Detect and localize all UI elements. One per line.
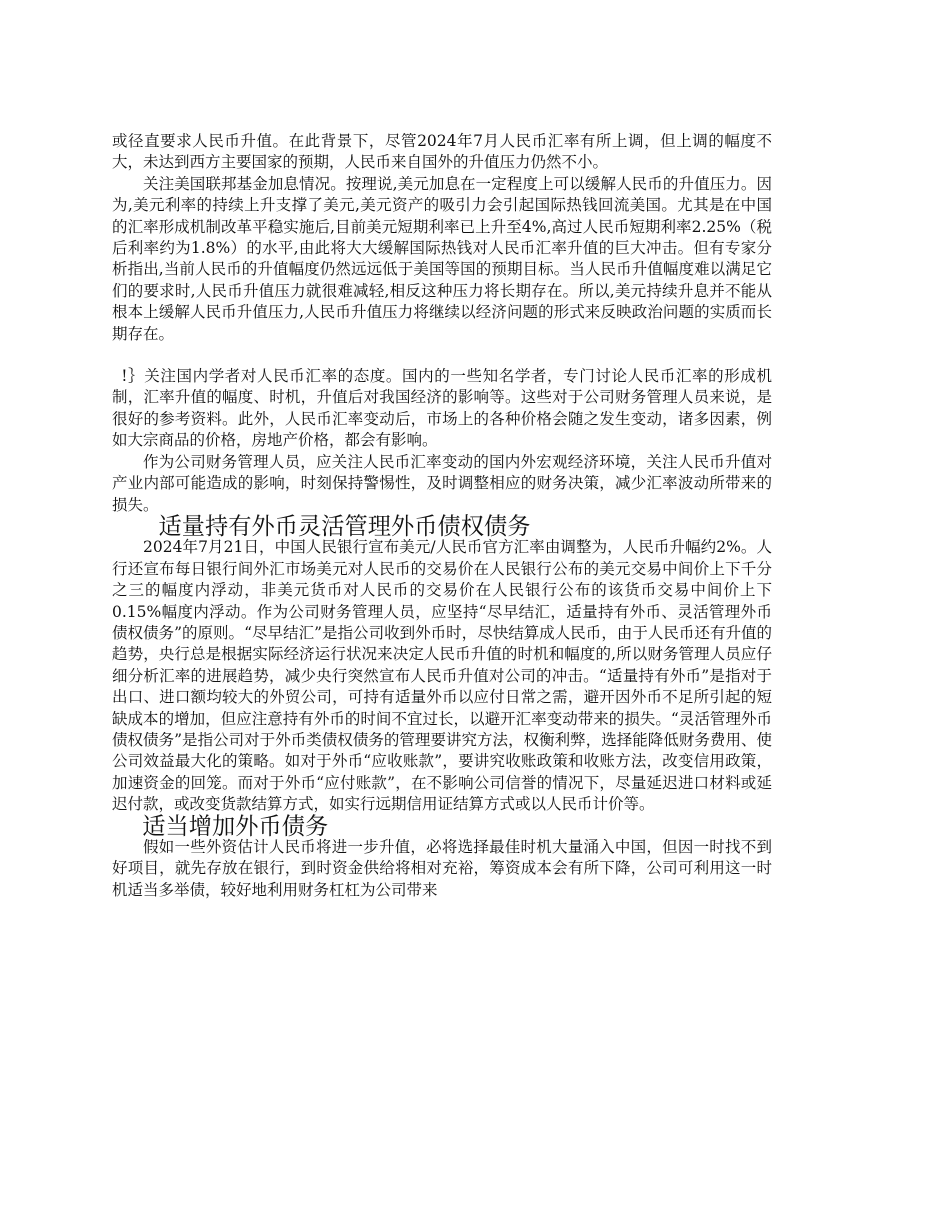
section-heading-increase-foreign-debt: 适当增加外币债务 [142,812,329,840]
paragraph-rmb-appreciation-pressure: 或径直要求人民币升值。在此背景下，尽管2024年7月人民币汇率有所上调，但上调的幅度不大，未达到西方主要国家的预期，人民币来自国外的升值压力仍然不小。 [112,132,772,172]
paragraph-domestic-scholars: !｝关注国内学者对人民币汇率的态度。国内的一些知名学者，专门讨论人民币汇率的形成机制，汇率升值的幅度、时机，升值后对我国经济的影响等。这些对于公司财务管理人员来说，是很好的参考资料。此外，人民币汇率变动后，市场上的各种价格会随之发生变动，诸多因素，例如大宗商品的价格，房地产价格，都会有影响。 [112,367,772,450]
paragraph-exchange-rate-adjustment: 2024年7月21日，中国人民银行宣布美元/人民币官方汇率由调整为，人民币升幅约2%。人行还宣布每日银行间外汇市场美元对人民币的交易价在人民银行公布的美元交易中间价上下千分之三的幅度内浮动，非美元货币对人民币的交易价在人民银行公布的该货币交易中间价上下0.15%幅度内浮动。作为公司财务管理人员，应坚持“尽早结汇，适量持有外币、灵活管理外币债权债务”的原则。“尽早结汇”是指公司收到外币时，尽快结算成人民币，由于人民币还有升值的趋势，央行总是根据实际经济运行状况来决定人民币升值的时机和幅度的,所以财务管理人员应仔细分析汇率的进展趋势，减少央行突然宣布人民币升值对公司的冲击。“适量持有外币”是指对于出口、进口额均较大的外贸公司，可持有适量外币以应付日常之需，避开因外币不足所引起的短缺成本的增加，但应注意持有外币的时间不宜过长，以避开汇率变动带来的损失。“灵活管理外币债权债务”是指公司对于外币类债权债务的管理要讲究方法，权衡利弊，选择能降低财务费用、使公司效益最大化的策略。如对于外币“应收账款”，要讲究收账政策和收账方法，改变信用政策，加速资金的回笼。而对于外币“应付账款”，在不影响公司信誉的情况下，尽量延迟进口材料或延迟付款，或改变货款结算方式，如实行远期信用证结算方式或以人民币计价等。 [112,538,772,814]
paragraph-financial-managers: 作为公司财务管理人员，应关注人民币汇率变动的国内外宏观经济环境，关注人民币升值对产业内部可能造成的影响，时刻保持警惕性，及时调整相应的财务决策，减少汇率波动所带来的损失。 [112,452,772,514]
document-page [112,131,772,901]
section-heading-foreign-currency-management: 适量持有外币灵活管理外币债权债务 [158,512,531,540]
paragraph-fed-rate-hike: 关注美国联邦基金加息情况。按理说,美元加息在一定程度上可以缓解人民币的升值压力。因为,美元利率的持续上升支撑了美元,美元资产的吸引力会引起国际热钱回流美国。尤其是在中国的汇率形成机制改革平稳实施后,目前美元短期利率已上升至4%,高过人民币短期利率2.25%（税后利率约为1.8%）的水平,由此将大大缓解国际热钱对人民币汇率升值的巨大冲击。但有专家分析指出,当前人民币的升值幅度仍然远远低于美国等国的预期目标。当人民币升值幅度难以满足它们的要求时,人民币升值压力就很难减轻,相反这种压力将长期存在。所以,美元持续升息并不能从根本上缓解人民币升值压力,人民币升值压力将继续以经济问题的形式来反映政治问题的实质而长期存在。 [112,174,772,343]
paragraph-foreign-capital-inflow: 假如一些外资估计人民币将进一步升值，必将选择最佳时机大量涌入中国，但因一时找不到好项目，就先存放在银行，到时资金供给将相对充裕，筹资成本会有所下降，公司可利用这一时机适当多举债，较好地利用财务杠杠为公司带来 [112,838,772,899]
